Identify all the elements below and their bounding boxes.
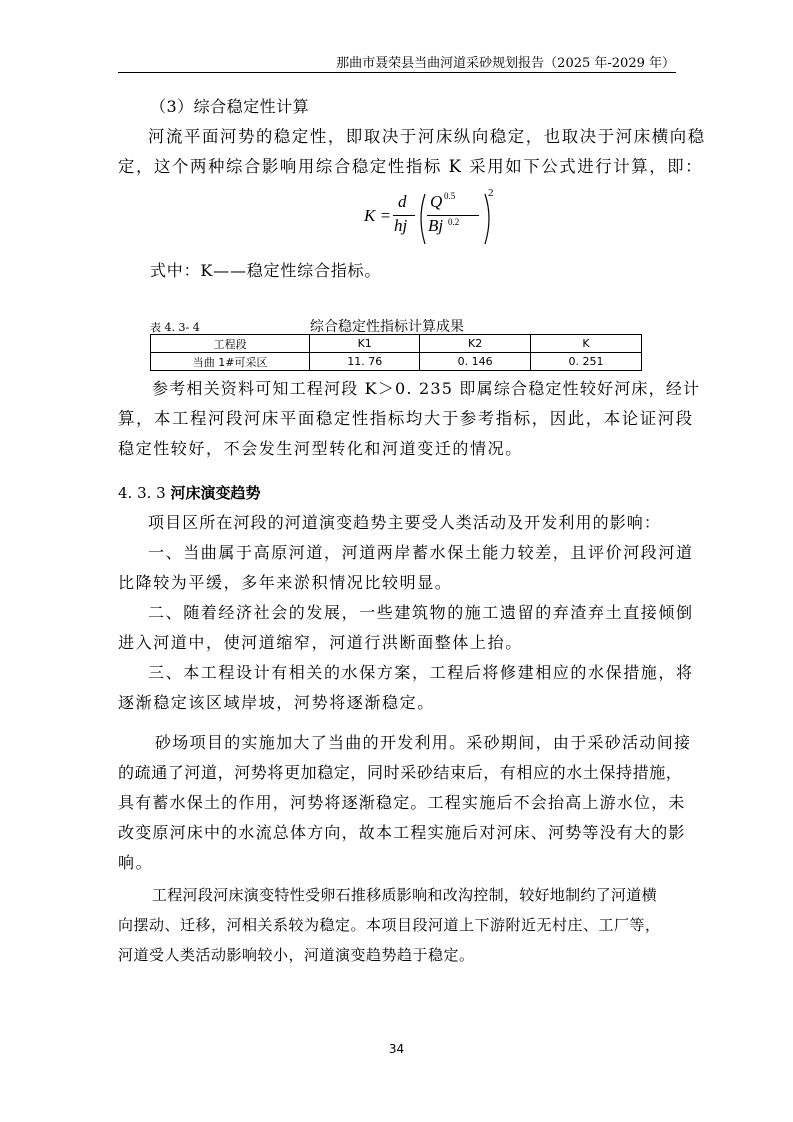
formula-inner-den: Bj [428, 216, 444, 235]
table-cell: 0. 251 [531, 353, 642, 371]
list-item-line: 比降较为平缓，多年来淤积情况比较明显。 [118, 573, 453, 592]
formula-outer-exp: 2 [488, 187, 494, 199]
paragraph-line: 定，这个两种综合影响用综合稳定性指标 K 采用如下公式进行计算，即： [118, 157, 704, 176]
subsection-heading: （3）综合稳定性计算 [150, 97, 310, 116]
formula-inner-num-exp: 0.5 [444, 191, 456, 201]
list-item-line: 二、随着经济社会的发展，一些建筑物的施工遗留的弃渣弃土直接倾倒 [148, 603, 694, 622]
section-title: 河床演变趋势 [170, 484, 261, 502]
running-header: 那曲市聂荣县当曲河道采砂规划报告（2025 年-2029 年） [336, 56, 675, 71]
stability-table [150, 334, 642, 371]
paragraph-line: 河道受人类活动影响较小，河道演变趋势趋于稳定。 [118, 946, 475, 964]
paragraph-line: 稳定性较好，不会发生河型转化和河道变迁的情况。 [118, 439, 523, 458]
formula-inner-num: Q [430, 192, 443, 211]
table-cell: 11. 76 [310, 353, 420, 371]
paragraph-line: 具有蓄水保土的作用，河势将逐渐稳定。工程实施后不会抬高上游水位，未 [118, 793, 686, 812]
paragraph-line: 算，本工程河段河床平面稳定性指标均大于参考指标，因此，本论证河段 [118, 409, 694, 428]
formula-frac-num: d [398, 192, 407, 211]
table-header-cell: K2 [420, 335, 531, 353]
list-item-line: 进入河道中，使河道缩窄，河道行洪断面整体上抬。 [118, 633, 523, 652]
section-heading [118, 482, 261, 503]
table-row [151, 353, 642, 371]
paragraph-line: 砂场项目的实施加大了当曲的开发利用。采砂期间，由于采砂活动间接 [155, 733, 692, 752]
section-number: 4. 3. 3 [118, 484, 171, 502]
table-header-cell: K1 [310, 335, 420, 353]
paragraph-line: 工程河段河床演变特性受卵石推移质影响和改沟控制，较好地制约了河道横 [152, 886, 657, 904]
paragraph-line: 的疏通了河道，河势将更加稳定，同时采砂结束后，有相应的水土保持措施， [118, 763, 683, 782]
paragraph-line: 改变原河床中的水流总体方向，故本工程实施后对河床、河势等没有大的影 [118, 823, 686, 842]
header-rule [118, 72, 676, 73]
paragraph-line: 响。 [118, 853, 154, 872]
formula-inner-den-exp: 0.2 [448, 217, 460, 227]
table-cell: 当曲 1#可采区 [151, 353, 310, 371]
table-caption: 综合稳定性指标计算成果 [310, 319, 464, 335]
paragraph-line: 河流平面河势的稳定性，即取决于河床纵向稳定，也取决于河床横向稳 [148, 127, 706, 146]
paragraph-line: 项目区所在河段的河道演变趋势主要受人类活动及开发利用的影响： [148, 513, 662, 532]
list-item-line: 逐渐稳定该区域岸坡，河势将逐渐稳定。 [118, 693, 435, 712]
formula-frac-den: hj [394, 216, 408, 235]
list-item-line: 三、本工程设计有相关的水保方案，工程后将修建相应的水保措施，将 [148, 663, 694, 682]
table-header-cell: 工程段 [151, 335, 310, 353]
paragraph-line: 参考相关资料可知工程河段 K＞0. 235 即属综合稳定性较好河床，经计 [152, 379, 701, 398]
table-header-row [151, 335, 642, 353]
page-number: 34 [388, 1042, 405, 1056]
paragraph-line: 向摆动、迁移，河相关系较为稳定。本项目段河道上下游附近无村庄、工厂等， [118, 916, 661, 934]
formula-lhs: K = [364, 206, 392, 225]
table-cell: 0. 146 [420, 353, 531, 371]
list-item-line: 一、当曲属于高原河道，河道两岸蓄水保土能力较差，且评价河段河道 [148, 543, 694, 562]
stability-formula [364, 186, 494, 252]
table-number: 表 4. 3- 4 [150, 321, 200, 334]
table-header-cell: K [531, 335, 642, 353]
formula-where: 式中：K——稳定性综合指标。 [150, 261, 382, 280]
